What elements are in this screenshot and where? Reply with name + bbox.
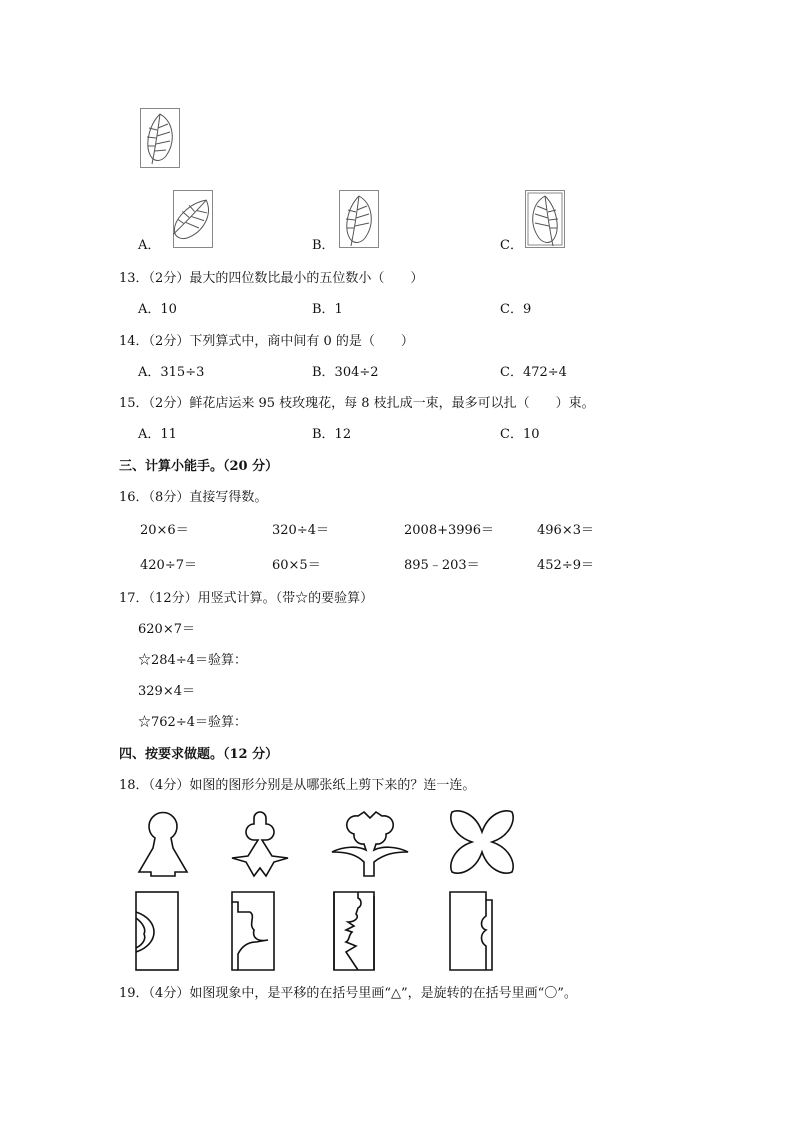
option-a-leaf-figure[interactable] (173, 190, 213, 248)
question-16-stem: 16．（8分）直接写得数。 (119, 490, 268, 505)
question-13-stem: 13．（2分）最大的四位数比最小的五位数小（ ） (119, 271, 424, 286)
question-15-option-c[interactable]: C．10 (500, 427, 540, 442)
folded-paper-4-icon[interactable] (446, 890, 496, 972)
folded-paper-3-icon[interactable] (330, 890, 380, 972)
person-shape-icon[interactable] (135, 806, 191, 878)
leaf-reference-figure (140, 108, 180, 168)
folded-paper-1-icon[interactable] (132, 890, 182, 972)
oral-calc-item[interactable]: 496×3＝ (537, 523, 594, 538)
oral-calc-item[interactable]: 60×5＝ (272, 558, 321, 573)
question-13-option-c[interactable]: C．9 (500, 302, 532, 317)
vertical-calc-item[interactable]: ☆284÷4＝验算： (138, 653, 247, 668)
oral-calc-item[interactable]: 20×6＝ (140, 523, 189, 538)
option-c-leaf-figure[interactable] (525, 190, 565, 248)
oral-calc-item[interactable]: 320÷4＝ (272, 523, 329, 538)
question-14-stem: 14．（2分）下列算式中，商中间有 0 的是（ ） (119, 334, 414, 349)
vertical-calc-item[interactable]: ☆762÷4＝验算： (138, 715, 247, 730)
question-15-option-b[interactable]: B．12 (312, 427, 352, 442)
oral-calc-item[interactable]: 420÷7＝ (140, 558, 197, 573)
oral-calc-item[interactable]: 895﹣203＝ (404, 558, 480, 573)
question-17-stem: 17．（12分）用竖式计算。（带☆的要验算） (119, 591, 374, 606)
flower-shape-icon[interactable] (228, 806, 292, 878)
vertical-calc-item[interactable]: 329×4＝ (138, 684, 195, 699)
option-b-label[interactable]: B． (312, 238, 335, 253)
section-3-title: 三、计算小能手。（20 分） (119, 459, 279, 474)
question-19-stem: 19．（4分）如图现象中，是平移的在括号里画“△”，是旋转的在括号里画“〇”。 (119, 986, 577, 1001)
question-15-option-a[interactable]: A．11 (138, 427, 177, 442)
oral-calc-item[interactable]: 2008+3996＝ (404, 523, 495, 538)
folded-paper-2-icon[interactable] (228, 890, 278, 972)
question-18-stem: 18．（4分）如图的图形分别是从哪张纸上剪下来的？连一连。 (119, 778, 476, 793)
question-15-stem: 15．（2分）鲜花店运来 95 枝玫瑰花，每 8 枝扎成一束，最多可以扎（ ）束。 (119, 396, 595, 411)
option-a-label[interactable]: A． (138, 238, 161, 253)
vertical-calc-item[interactable]: 620×7＝ (138, 622, 195, 637)
butterfly-shape-icon[interactable] (446, 806, 518, 878)
question-14-option-a[interactable]: A．315÷3 (138, 365, 205, 380)
option-c-label[interactable]: C． (500, 238, 523, 253)
option-b-leaf-figure[interactable] (339, 190, 379, 248)
question-14-option-c[interactable]: C．472÷4 (500, 365, 567, 380)
question-13-option-a[interactable]: A．10 (138, 302, 177, 317)
section-4-title: 四、按要求做题。（12 分） (119, 747, 279, 762)
tree-shape-icon[interactable] (330, 806, 410, 878)
question-14-option-b[interactable]: B．304÷2 (312, 365, 379, 380)
question-13-option-b[interactable]: B．1 (312, 302, 343, 317)
oral-calc-item[interactable]: 452÷9＝ (537, 558, 594, 573)
